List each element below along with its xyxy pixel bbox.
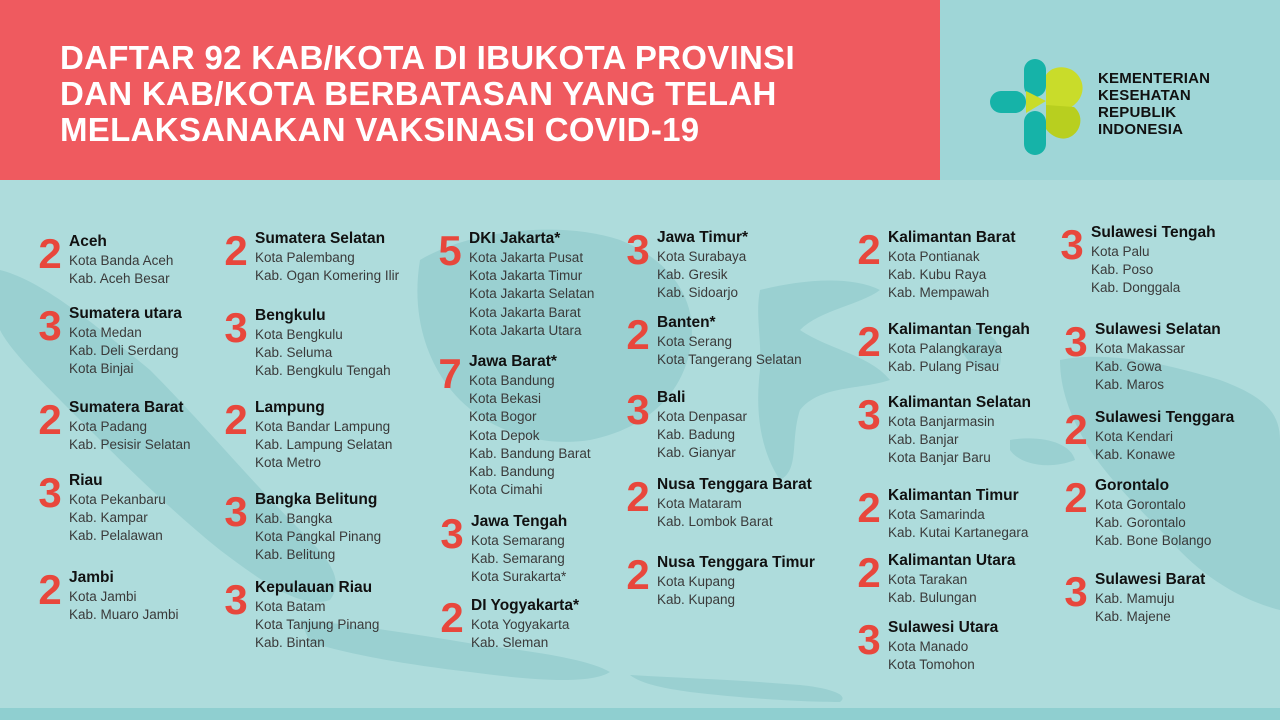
province-items — [469, 249, 594, 340]
province-count: 2 — [626, 311, 650, 358]
ministry-line-1: KEMENTERIAN — [1098, 70, 1211, 87]
province-count: 2 — [857, 484, 881, 531]
list-item: Kab. Muaro Jambi — [69, 607, 179, 623]
page-title — [60, 40, 920, 148]
province-name: Sulawesi Selatan — [1095, 321, 1221, 338]
province-name: Sumatera utara — [69, 305, 182, 322]
list-item: Kab. Bulungan — [888, 590, 977, 606]
list-item: Kab. Ogan Komering Ilir — [255, 268, 400, 284]
list-item: Kab. Kupang — [657, 592, 736, 608]
list-item: Kab. Kutai Kartanegara — [888, 525, 1029, 541]
province-name: Bali — [657, 389, 686, 406]
province-items — [69, 324, 179, 379]
province-items — [1095, 496, 1211, 551]
map-nusa-tenggara — [630, 675, 843, 702]
list-item: Kota Banjar Baru — [888, 450, 991, 466]
list-item: Kota Kendari — [1095, 429, 1174, 444]
list-item: Kab. Bandung Barat — [469, 445, 591, 461]
logo-teal-left — [990, 91, 1026, 113]
list-item: Kota Semarang — [471, 533, 565, 548]
list-item: Kab. Belitung — [255, 547, 336, 563]
province-items — [255, 418, 392, 473]
province-name: Aceh — [69, 233, 107, 250]
province-items — [69, 588, 179, 624]
province-items — [469, 372, 591, 499]
province-name: Kalimantan Selatan — [888, 394, 1031, 411]
list-item: Kota Jambi — [69, 589, 137, 604]
province-count: 2 — [1064, 406, 1088, 453]
list-item: Kab. Kubu Raya — [888, 267, 987, 283]
province-items — [657, 333, 802, 369]
province-count: 2 — [1064, 474, 1088, 521]
province-name: Jawa Timur* — [657, 229, 749, 246]
list-item: Kab. Aceh Besar — [69, 271, 170, 287]
list-item: Kab. Kampar — [69, 510, 148, 526]
list-item: Kab. Sleman — [471, 635, 549, 651]
list-item: Kab. Poso — [1091, 262, 1154, 278]
list-item: Kota Denpasar — [657, 409, 748, 424]
province-items — [1095, 590, 1175, 626]
province-items — [657, 408, 747, 463]
list-item: Kota Palembang — [255, 250, 355, 265]
list-item: Kab. Pulang Pisau — [888, 359, 1000, 375]
province-name: Sulawesi Barat — [1095, 571, 1206, 588]
list-item: Kota Gorontalo — [1095, 497, 1186, 512]
list-item: Kab. Bengkulu Tengah — [255, 363, 391, 379]
province-count: 2 — [626, 551, 650, 598]
province-count: 3 — [1060, 221, 1084, 268]
list-item: Kota Tomohon — [888, 657, 975, 673]
province-name: Kalimantan Tengah — [888, 321, 1030, 338]
list-item: Kab. Lampung Selatan — [255, 437, 393, 453]
list-item: Kota Jakarta Barat — [469, 304, 581, 320]
province-items — [69, 252, 173, 288]
list-item: Kab. Semarang — [471, 551, 565, 567]
province-name: Jawa Tengah — [471, 513, 568, 530]
province-count: 3 — [38, 469, 62, 516]
list-item: Kab. Deli Serdang — [69, 343, 179, 359]
list-item: Kota Banda Aceh — [69, 253, 174, 268]
list-item: Kota Serang — [657, 334, 733, 349]
province-count: 3 — [857, 391, 881, 438]
province-items — [1091, 243, 1180, 298]
list-item: Kota Bogor — [469, 409, 537, 425]
ministry-line-3: REPUBLIK — [1098, 104, 1177, 121]
list-item: Kota Manado — [888, 639, 969, 654]
province-items — [888, 571, 977, 607]
list-item: Kota Jakarta Utara — [469, 322, 582, 338]
province-items — [888, 248, 989, 303]
list-item: Kota Tanjung Pinang — [255, 617, 380, 633]
list-item: Kota Depok — [469, 427, 540, 443]
province-name: DI Yogyakarta* — [471, 597, 579, 614]
province-count: 5 — [438, 227, 462, 274]
list-item: Kota Bandung — [469, 373, 555, 388]
province-items — [1095, 340, 1185, 395]
list-item: Kab. Seluma — [255, 345, 333, 361]
province-name: Jawa Barat* — [469, 353, 557, 370]
province-name: Bangka Belitung — [255, 491, 378, 508]
list-item: Kota Samarinda — [888, 507, 985, 522]
list-item: Kota Kupang — [657, 574, 736, 589]
province-name: Nusa Tenggara Timur — [657, 554, 815, 571]
list-item: Kota Batam — [255, 599, 326, 614]
list-item: Kota Padang — [69, 419, 148, 434]
province-count: 2 — [38, 566, 62, 613]
province-name: Sulawesi Tengah — [1091, 224, 1216, 241]
province-name: DKI Jakarta* — [469, 230, 561, 247]
list-item: Kota Pangkal Pinang — [255, 529, 382, 545]
list-item: Kota Binjai — [69, 361, 134, 377]
province-items — [255, 598, 379, 653]
province-items — [888, 506, 1028, 542]
province-items — [888, 340, 1002, 376]
province-items — [1095, 428, 1175, 464]
list-item: Kota Mataram — [657, 496, 742, 511]
province-name: Riau — [69, 472, 103, 489]
province-count: 3 — [1064, 568, 1088, 615]
title-line-2: DAN KAB/KOTA BERBATASAN YANG TELAH — [60, 75, 777, 112]
list-item: Kab. Pesisir Selatan — [69, 437, 191, 453]
ministry-name — [1098, 70, 1210, 138]
list-item: Kota Jakarta Pusat — [469, 250, 584, 265]
list-item: Kota Cimahi — [469, 482, 543, 498]
list-item: Kota Banjarmasin — [888, 414, 995, 429]
province-name: Gorontalo — [1095, 477, 1170, 494]
province-count: 2 — [440, 594, 464, 641]
list-item: Kab. Gianyar — [657, 445, 736, 461]
logo-teal-bottom — [1024, 111, 1046, 155]
list-item: Kab. Bone Bolango — [1095, 533, 1212, 549]
list-item: Kab. Gowa — [1095, 359, 1162, 375]
map-sulawesi — [758, 281, 890, 480]
province-name: Kalimantan Barat — [888, 229, 1016, 246]
province-name: Jambi — [69, 569, 114, 586]
list-item: Kab. Gorontalo — [1095, 515, 1186, 531]
list-item: Kota Metro — [255, 455, 322, 471]
province-items — [657, 495, 773, 531]
province-count: 2 — [857, 226, 881, 273]
province-name: Kalimantan Utara — [888, 552, 1016, 569]
province-count: 3 — [626, 386, 650, 433]
list-item: Kab. Banjar — [888, 432, 959, 448]
province-count: 3 — [440, 510, 464, 557]
province-name: Lampung — [255, 399, 325, 416]
list-item: Kab. Donggala — [1091, 280, 1181, 296]
list-item: Kab. Mempawah — [888, 285, 990, 301]
list-item: Kab. Badung — [657, 427, 736, 443]
kemenkes-logo-icon — [990, 55, 1090, 159]
province-count: 2 — [857, 549, 881, 596]
list-item: Kab. Maros — [1095, 377, 1165, 393]
province-count: 2 — [857, 318, 881, 365]
list-item: Kota Jakarta Selatan — [469, 286, 595, 302]
province-count: 2 — [38, 396, 62, 443]
province-name: Kepulauan Riau — [255, 579, 373, 596]
province-name: Nusa Tenggara Barat — [657, 476, 812, 493]
province-count: 3 — [224, 488, 248, 535]
province-count: 3 — [224, 576, 248, 623]
list-item: Kab. Bintan — [255, 635, 325, 651]
bottom-bar — [0, 708, 1280, 720]
province-name: Sumatera Barat — [69, 399, 184, 416]
province-name: Bengkulu — [255, 307, 326, 324]
list-item: Kota Tarakan — [888, 572, 968, 587]
province-items — [657, 573, 735, 609]
province-items — [888, 413, 995, 468]
logo-lime-heart-lower — [1046, 105, 1080, 139]
list-item: Kab. Bandung — [469, 464, 555, 480]
province-name: Sulawesi Utara — [888, 619, 999, 636]
province-items — [471, 532, 566, 587]
list-item: Kota Surakarta* — [471, 569, 567, 585]
list-item: Kab. Bangka — [255, 511, 333, 526]
province-count: 2 — [38, 230, 62, 277]
province-items — [255, 510, 381, 565]
province-name: Banten* — [657, 314, 716, 331]
list-item: Kota Bandar Lampung — [255, 419, 391, 434]
title-line-1: DAFTAR 92 KAB/KOTA DI IBUKOTA PROVINSI — [60, 39, 795, 76]
province-name: Sumatera Selatan — [255, 230, 386, 247]
province-count: 2 — [224, 396, 248, 443]
list-item: Kota Bekasi — [469, 391, 542, 407]
province-count: 3 — [1064, 318, 1088, 365]
list-item: Kab. Gresik — [657, 267, 728, 283]
province-count: 3 — [224, 304, 248, 351]
list-item: Kota Yogyakarta — [471, 617, 570, 632]
province-items — [471, 616, 569, 652]
list-item: Kota Bengkulu — [255, 327, 343, 342]
province-items — [69, 418, 191, 454]
province-count: 7 — [438, 350, 462, 397]
list-item: Kota Palu — [1091, 244, 1150, 259]
list-item: Kota Tangerang Selatan — [657, 352, 802, 368]
province-count: 2 — [224, 227, 248, 274]
list-item: Kota Jakarta Timur — [469, 268, 583, 284]
list-item: Kota Makassar — [1095, 341, 1186, 356]
province-items — [657, 248, 746, 303]
list-item: Kab. Sidoarjo — [657, 285, 739, 301]
province-count: 3 — [857, 616, 881, 663]
list-item: Kota Pekanbaru — [69, 492, 166, 507]
province-count: 3 — [626, 226, 650, 273]
province-count: 3 — [38, 302, 62, 349]
list-item: Kab. Pelalawan — [69, 528, 163, 544]
province-items — [888, 638, 975, 674]
province-name: Kalimantan Timur — [888, 487, 1019, 504]
list-item: Kab. Majene — [1095, 609, 1171, 625]
list-item: Kab. Konawe — [1095, 447, 1176, 463]
list-item: Kab. Mamuju — [1095, 591, 1175, 606]
province-name: Sulawesi Tenggara — [1095, 409, 1235, 426]
province-count: 2 — [626, 473, 650, 520]
list-item: Kota Pontianak — [888, 249, 980, 264]
province-items — [255, 326, 391, 381]
list-item: Kab. Lombok Barat — [657, 514, 773, 530]
province-items — [69, 491, 166, 546]
logo-teal-top — [1024, 59, 1046, 97]
list-item: Kota Palangkaraya — [888, 341, 1003, 356]
list-item: Kota Surabaya — [657, 249, 747, 264]
ministry-line-2: KESEHATAN — [1098, 87, 1191, 104]
list-item: Kota Medan — [69, 325, 142, 340]
province-items — [255, 249, 399, 285]
ministry-line-4: INDONESIA — [1098, 121, 1184, 138]
title-line-3: MELAKSANAKAN VAKSINASI COVID-19 — [60, 111, 700, 148]
